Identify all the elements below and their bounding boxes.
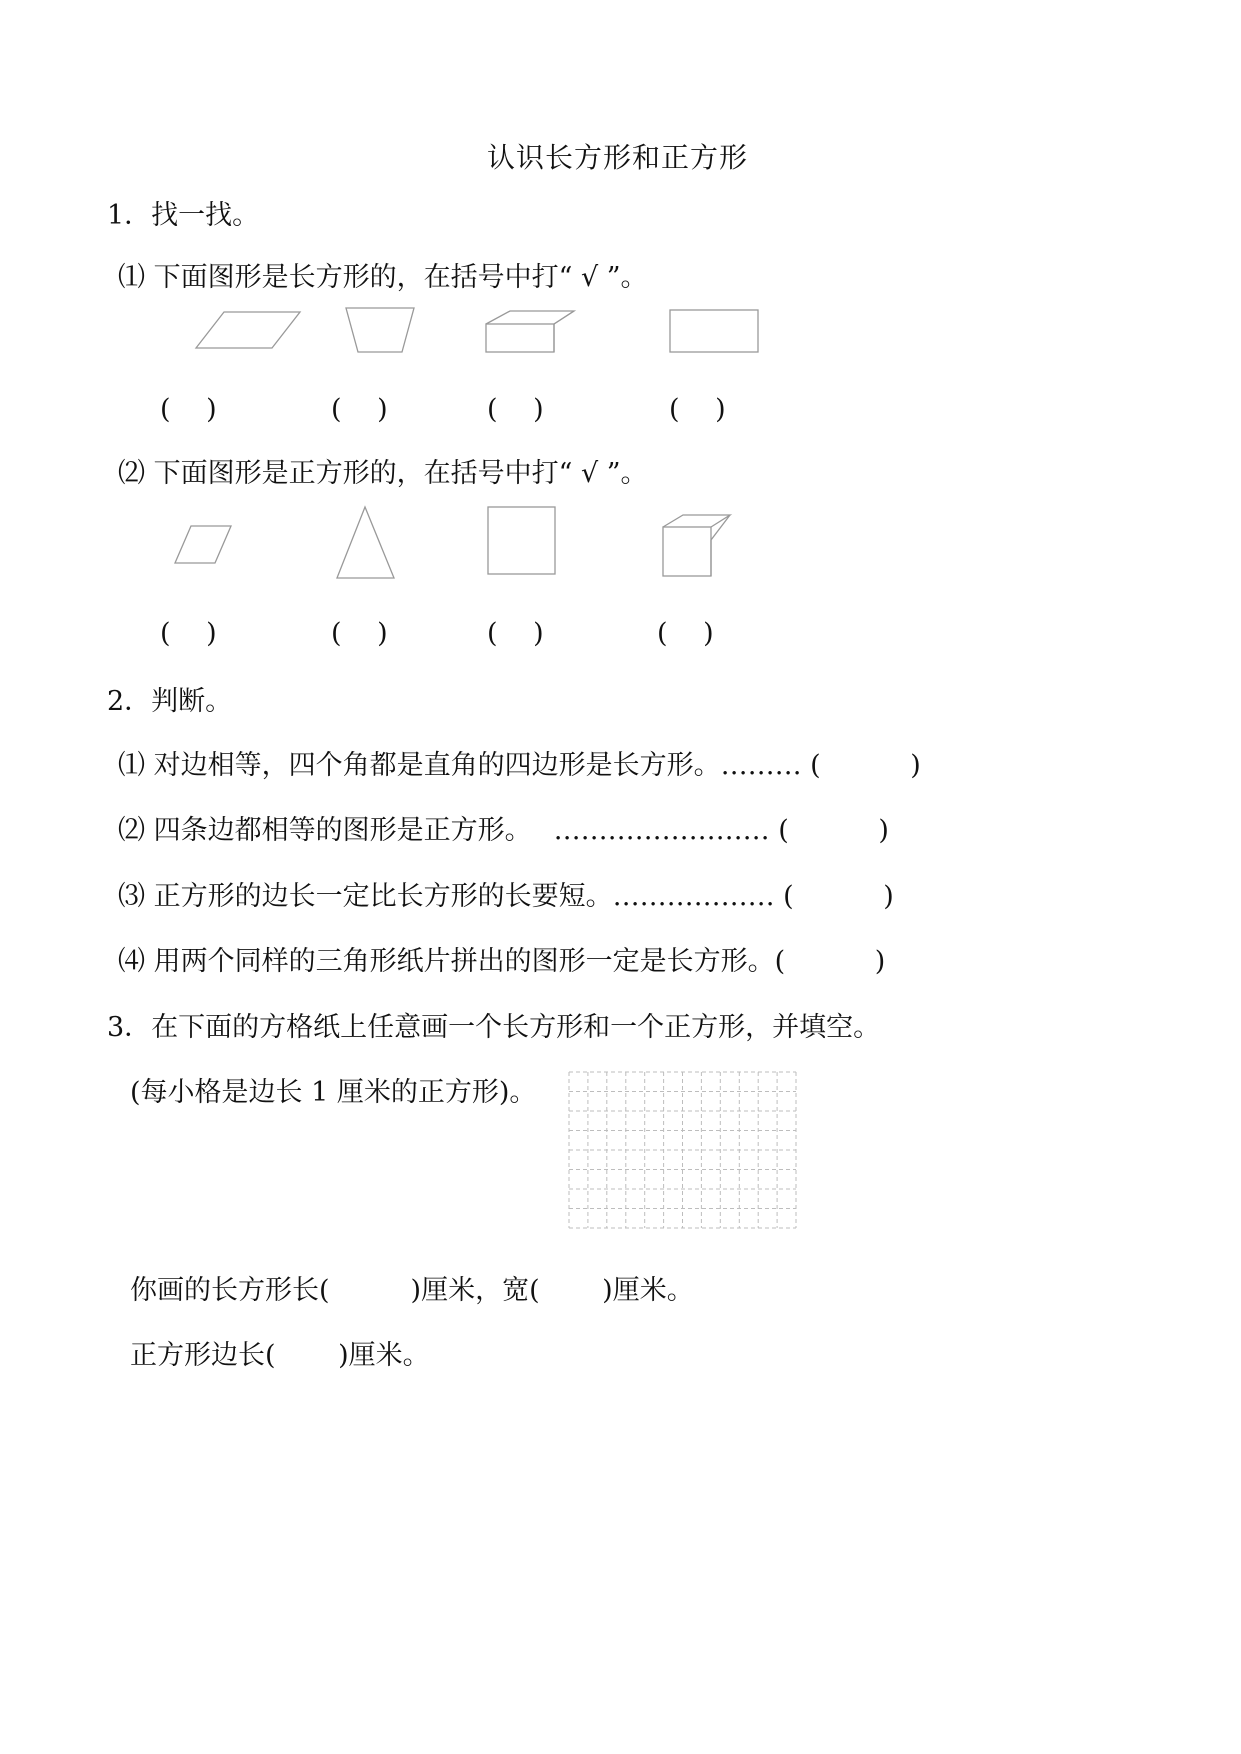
page-title: 认识长方形和正方形	[487, 141, 749, 174]
q1-part1-prompt: ⑴ 下面图形是长方形的，在括号中打“ √ ”。	[118, 262, 648, 293]
answer-blank-1-3[interactable]: ( )	[487, 394, 544, 425]
answer-blank-2-4[interactable]: ( )	[657, 618, 714, 649]
q3-heading: 3．在下面的方格纸上任意画一个长方形和一个正方形，并填空。	[107, 1012, 881, 1043]
answer-blank-2-3[interactable]: ( )	[487, 618, 544, 649]
cube-shape	[663, 515, 730, 576]
answer-blank-2-1[interactable]: ( )	[160, 618, 217, 649]
q1-part2-prompt: ⑵ 下面图形是正方形的，在括号中打“ √ ”。	[118, 458, 648, 489]
answer-blank-1-2[interactable]: ( )	[331, 394, 388, 425]
trapezoid-shape	[346, 308, 414, 352]
judgment-item-3[interactable]: ⑶ 正方形的边长一定比长方形的长要短。……………… ( )	[118, 881, 894, 912]
judgment-item-4[interactable]: ⑷ 用两个同样的三角形纸片拼出的图形一定是长方形。( )	[118, 946, 886, 977]
triangle-shape	[337, 507, 394, 578]
square-fill-line[interactable]: 正方形边长( )厘米。	[130, 1340, 430, 1371]
answer-blank-1-1[interactable]: ( )	[160, 394, 217, 425]
answer-blank-2-2[interactable]: ( )	[331, 618, 388, 649]
q3-note: (每小格是边长 1 厘米的正方形)。	[130, 1077, 537, 1108]
answer-blank-1-4[interactable]: ( )	[669, 394, 726, 425]
rectangle-shape	[670, 310, 758, 352]
rectangle-fill-line[interactable]: 你画的长方形长( )厘米，宽( )厘米。	[130, 1275, 694, 1306]
judgment-item-2[interactable]: ⑵ 四条边都相等的图形是正方形。 …………………… ( )	[118, 815, 889, 846]
q2-heading: 2．判断。	[107, 686, 233, 717]
q1-heading: 1．找一找。	[107, 200, 260, 231]
rhombus-shape	[175, 526, 231, 563]
judgment-item-1[interactable]: ⑴ 对边相等，四个角都是直角的四边形是长方形。……… ( )	[118, 750, 921, 781]
grid-paper[interactable]	[569, 1072, 796, 1228]
square-shape	[488, 507, 555, 574]
parallelogram-shape	[196, 312, 300, 348]
cuboid-shape	[486, 311, 574, 352]
